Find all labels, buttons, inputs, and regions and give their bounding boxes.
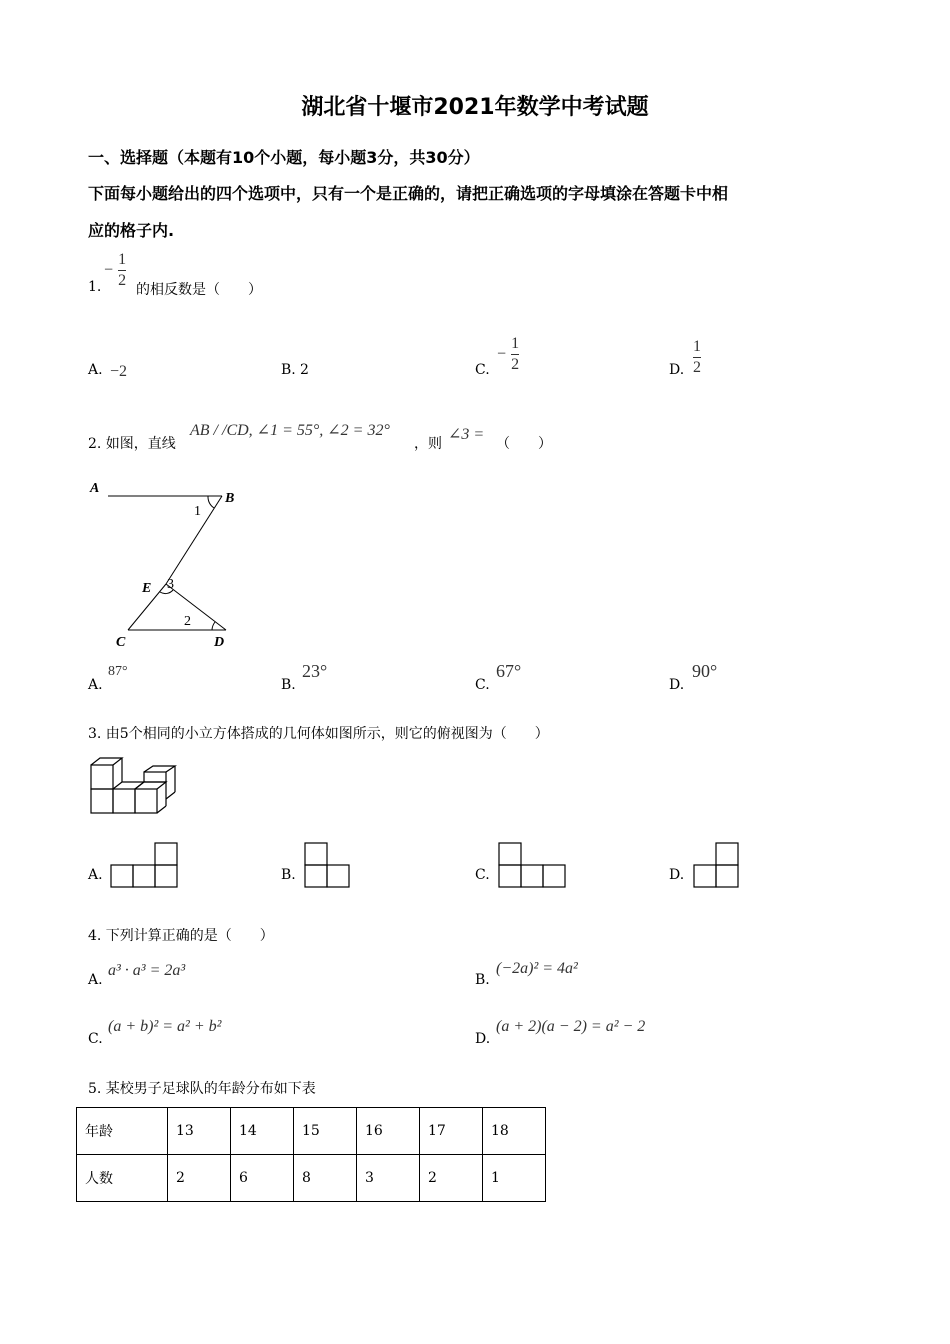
instruction-line-1: 下面每小题给出的四个选项中，只有一个是正确的，请把正确选项的字母填涂在答题卡中相 — [88, 184, 729, 203]
q3-option-b-figure — [304, 841, 352, 889]
q2-condition: AB / /CD, ∠1 = 55°, ∠2 = 32° — [190, 422, 390, 439]
table-cell: 8 — [294, 1155, 357, 1202]
table-cell: 18 — [483, 1108, 546, 1155]
q3-solid-figure — [88, 756, 180, 816]
q4-option-d-expr: (a + 2)(a − 2) = a² − 2 — [496, 1018, 646, 1035]
table-cell: 14 — [231, 1108, 294, 1155]
q3-option-c-figure — [498, 841, 568, 889]
q2-option-d-letter[interactable]: D. — [669, 677, 685, 693]
q1-option-c-sign: − — [497, 345, 507, 363]
q1-option-d-den: 2 — [693, 359, 701, 376]
q1-option-d-letter[interactable]: D. — [669, 362, 685, 378]
q4-text: 4. 下列计算正确的是（ ） — [88, 928, 274, 944]
q1-option-b-value: 2 — [300, 362, 309, 378]
table-cell: 2 — [420, 1155, 483, 1202]
q1-option-c-den: 2 — [511, 356, 520, 373]
label-3: 3 — [167, 577, 174, 592]
table-cell: 人数 — [77, 1155, 168, 1202]
table-cell: 16 — [357, 1108, 420, 1155]
q4-option-a-expr: a³ · a³ = 2a³ — [108, 962, 186, 979]
label-e: E — [142, 581, 152, 596]
q2-option-b-letter[interactable]: B. — [281, 677, 296, 693]
q2-prefix: 2. 如图，直线 — [88, 436, 176, 452]
q3-option-d-letter[interactable]: D. — [669, 867, 685, 883]
q3-option-d-figure — [693, 841, 741, 889]
q3-option-a-letter[interactable]: A. — [88, 867, 103, 883]
section-heading: 一、选择题（本题有10个小题，每小题3分，共30分） — [88, 148, 480, 167]
q1-frac-den: 2 — [118, 272, 127, 289]
q1-option-d-num: 1 — [693, 338, 701, 355]
table-cell: 2 — [168, 1155, 231, 1202]
table-cell: 17 — [420, 1108, 483, 1155]
angle-2-arc — [212, 622, 215, 630]
table-row-count — [77, 1155, 546, 1202]
q3-text: 3. 由5个相同的小立方体搭成的几何体如图所示，则它的俯视图为（ ） — [88, 726, 549, 742]
label-1: 1 — [194, 504, 201, 519]
q1-option-c-value — [497, 336, 519, 373]
table-cell: 1 — [483, 1155, 546, 1202]
q1-option-d-value — [693, 339, 701, 376]
q2-option-a-letter[interactable]: A. — [88, 677, 103, 693]
line-ed — [166, 584, 226, 630]
q4-option-d-letter[interactable]: D. — [475, 1031, 491, 1047]
q2-ask: ∠3 = — [448, 426, 485, 443]
q1-option-c-frac — [511, 336, 519, 373]
q4-option-b-letter[interactable]: B. — [475, 972, 490, 988]
q2-option-c-value: 67° — [496, 661, 522, 681]
q2-figure — [80, 470, 260, 655]
q3-option-c-letter[interactable]: C. — [475, 867, 490, 883]
label-d: D — [214, 635, 225, 650]
q2-suffix: （ ） — [496, 436, 552, 452]
q4-option-c-letter[interactable]: C. — [88, 1031, 103, 1047]
table-cell: 6 — [231, 1155, 294, 1202]
q1-fraction — [104, 252, 126, 289]
q4-option-a-letter[interactable]: A. — [88, 972, 103, 988]
table-cell: 15 — [294, 1108, 357, 1155]
q1-frac-bar — [118, 270, 126, 271]
q1-frac — [118, 252, 126, 289]
q1-option-b-letter[interactable]: B. — [281, 362, 296, 378]
age-table — [76, 1107, 546, 1202]
q2-middle: ，则 — [414, 436, 442, 452]
table-cell: 3 — [357, 1155, 420, 1202]
q1-sign: − — [104, 261, 114, 279]
q1-option-c-letter[interactable]: C. — [475, 362, 490, 378]
label-c: C — [116, 635, 126, 650]
q2-option-d-value: 90° — [692, 661, 718, 681]
q1-text: 的相反数是（ ） — [136, 282, 262, 298]
instruction-line-2: 应的格子内. — [88, 221, 175, 240]
q1-option-c-bar — [511, 354, 519, 355]
table-cell: 年龄 — [77, 1108, 168, 1155]
q2-option-a-value: 87° — [108, 664, 128, 679]
q4-option-c-expr: (a + b)² = a² + b² — [108, 1018, 222, 1035]
label-2: 2 — [184, 614, 191, 629]
q3-option-a-figure — [110, 841, 180, 889]
q1-number: 1. — [88, 279, 102, 295]
q1-frac-num: 1 — [118, 251, 127, 268]
q3-option-b-letter[interactable]: B. — [281, 867, 296, 883]
q1-option-d-bar — [693, 357, 701, 358]
q1-option-a-value: −2 — [110, 363, 128, 380]
q1-option-d-frac — [693, 339, 701, 376]
q4-option-b-expr: (−2a)² = 4a² — [496, 960, 578, 977]
q2-option-c-letter[interactable]: C. — [475, 677, 490, 693]
angle-1-arc — [208, 496, 214, 508]
table-row-header — [77, 1108, 546, 1155]
q5-text: 5. 某校男子足球队的年龄分布如下表 — [88, 1081, 316, 1097]
q1-option-c-num: 1 — [511, 335, 520, 352]
page-title: 湖北省十堰市2021年数学中考试题 — [301, 95, 649, 120]
label-a: A — [90, 481, 100, 496]
table-cell: 13 — [168, 1108, 231, 1155]
q2-option-b-value: 23° — [302, 661, 328, 681]
q1-option-a-letter[interactable]: A. — [88, 362, 103, 378]
label-b: B — [225, 491, 235, 506]
